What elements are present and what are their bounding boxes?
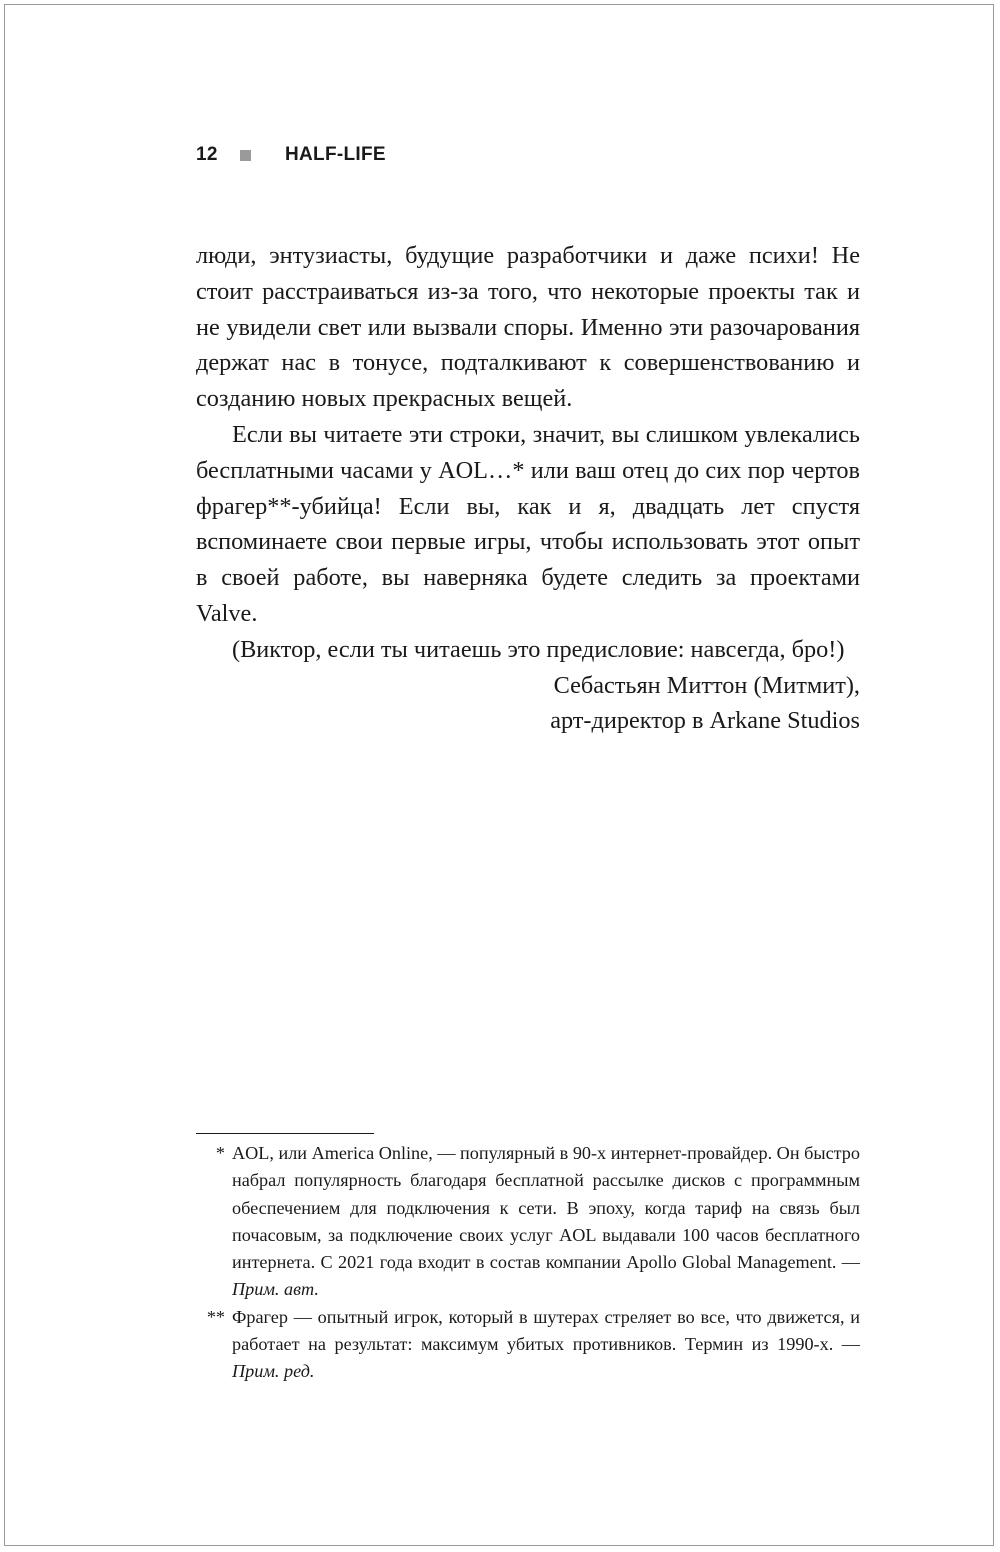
footnote-text — [232, 1304, 860, 1386]
paragraph-1: люди, энтузиасты, будущие разработчики и даже психи! Не стоит расстраиваться из-за того, что некоторые проекты так и не увидели свет или вызвали споры. Именно эти разочарования держат нас в тонусе, подталкивают к совершенствованию и созданию новых прекрасных вещей. — [196, 242, 860, 413]
footnote-2 — [196, 1304, 860, 1386]
footnote-divider — [196, 1133, 374, 1134]
paragraph-2: Если вы читаете эти строки, значит, вы слишком увлекались бесплатными часами у AOL…* или ваш отец до сих пор чертов фрагер**-убийца! Если вы, как и я, двадцать лет спустя вспоминаете свои первые игры, чтобы использовать этот опыт в своей работе, вы наверняка будете следить за проектами Valve. — [196, 420, 860, 627]
footnote-text — [232, 1140, 860, 1304]
footnote-mark: * — [215, 1143, 225, 1163]
book-title: HALF-LIFE — [285, 144, 386, 165]
footnote-note: Прим. ред. — [232, 1361, 315, 1382]
main-text — [196, 238, 860, 739]
paragraph-3: (Виктор, если ты читаешь это предисловие: навсегда, бро!) — [232, 635, 845, 663]
signature-role: арт-директор в Arkane Studios — [550, 707, 860, 735]
footnote-mark: ** — [206, 1306, 225, 1327]
square-separator-icon — [240, 150, 251, 161]
footnote-body: AOL, или America Online, — популярный в 90-х интернет-провайдер. Он быстро набрал популярность благодаря бесплатной рассылке дисков с программным обеспечением для подключения к сети. В эпоху, когда тариф на связь был почасовым, за подключение своих услуг AOL выдавали 100 часов бесплатного интернета. С 2021 года входит в состав компании Apollo Global Management. — — [232, 1143, 860, 1273]
footnotes — [196, 1140, 860, 1386]
running-head — [196, 144, 386, 166]
signature-name: Себастьян Миттон (Митмит), — [553, 671, 860, 699]
footnote-note: Прим. авт. — [232, 1279, 319, 1300]
page-number: 12 — [196, 144, 218, 165]
footnote-1 — [196, 1140, 860, 1304]
footnote-body: Фрагер — опытный игрок, который в шутерах стреляет во все, что движется, и работает на результат: максимум убитых противников. Термин из 1990-х. — — [232, 1306, 860, 1355]
signature-block — [196, 668, 860, 740]
